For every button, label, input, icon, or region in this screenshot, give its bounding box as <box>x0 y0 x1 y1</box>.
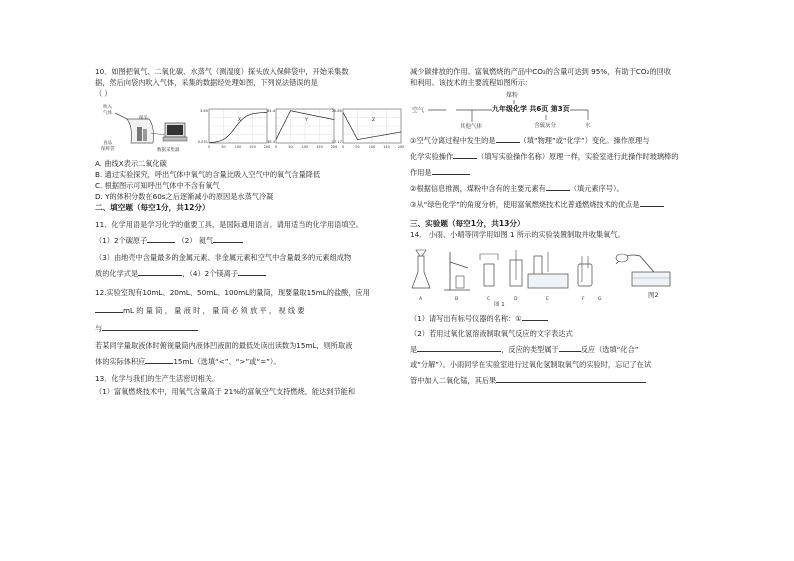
q13-sub1 <box>410 134 702 146</box>
flow-water: 水 <box>585 123 591 129</box>
q12-line1: 12.实验室现有10mL、20mL、50mL、100mL的量筒，现要量取15mL的盐酸，应用 <box>95 288 370 297</box>
q10-stem-line2: 据，然后向袋内吹入气体，采集的数据经处理如图，下列说法错误的是 <box>95 78 318 87</box>
q14-sub2-a: 是 <box>410 345 418 354</box>
curve-name-label: Z <box>372 117 376 123</box>
q10-answer-paren: （ ） <box>95 89 112 98</box>
label-gas: 气体 <box>103 111 112 116</box>
q14-sub2-c: 反应（选填“化合” <box>580 345 639 354</box>
y-min-label: 36.4 <box>266 140 275 144</box>
q14-sub2-line4 <box>410 374 702 386</box>
q13-sub1-line2 <box>410 150 702 162</box>
flow-diagram <box>410 88 702 130</box>
q13-line1: 13．化学与我们的生产生活密切相关。 <box>95 374 220 383</box>
left-column <box>95 66 405 397</box>
apparatus-letter-e: E <box>546 297 549 302</box>
q12-line5-b: 15mL（选填“<”、“>”或“=”）。 <box>173 357 281 366</box>
flow-other-gas: 其他气体 <box>460 124 483 130</box>
q10-option-b: B. 通过实验探究，呼出气体中氧气的含量比吸入空气中的氧气含量降低 <box>95 170 321 179</box>
x-tick-label: 50 <box>221 145 226 149</box>
q13-blank5[interactable] <box>640 198 664 207</box>
sensor-charts <box>197 103 405 155</box>
q12-line3 <box>95 322 395 334</box>
section-2-heading: 二、填空题（每空1分，共12分） <box>95 203 210 212</box>
figure-1-caption: 图 1 <box>494 302 505 308</box>
q11-stem: 11、化学用语是学习化学的重要工具，是国际通用语言。请用适当的化学用语填空。 <box>95 220 363 229</box>
apparatus-letter-d: D <box>514 297 518 302</box>
q13-sub1-line3 <box>410 166 702 178</box>
page-header: 九年级化学 共6页 第3页 <box>492 105 570 113</box>
q13-sub2-b: （填元素序号）。 <box>569 184 624 193</box>
label-blow: 吹入 <box>103 105 112 110</box>
x-tick-label: 100 <box>368 145 376 149</box>
q14-blank4[interactable] <box>496 374 646 383</box>
x-tick-label: 100 <box>234 145 242 149</box>
q11-part2: （2） 氦气 <box>177 236 214 245</box>
q12-blank3[interactable] <box>145 355 173 364</box>
q12-line5 <box>95 355 395 367</box>
sensor-chart-y <box>267 109 337 149</box>
q13-sub1-c: 化学实验操作 <box>410 152 454 161</box>
x-tick-label: 50 <box>288 145 293 149</box>
x-tick-label: 0 <box>207 145 211 149</box>
sensor-chart-z <box>332 109 405 149</box>
curve-name-label: X <box>238 117 242 123</box>
x-tick-label: 0 <box>274 145 278 149</box>
y-max-label: 3.65 <box>199 109 208 113</box>
sensor-chart-x <box>198 109 271 149</box>
q14-sub1 <box>410 312 702 324</box>
q11-blank1[interactable] <box>147 234 175 243</box>
q14-stem: 14． 小雨、小晴等同学用如图 1 所示的实验装置制取并收集氧气。 <box>410 230 625 239</box>
curve-name-label: Y <box>305 117 308 123</box>
q11-blank2[interactable] <box>213 234 243 243</box>
q14-sub2-line3: 或“分解”）。小雨同学在实验室进行过氧化氢制取氧气的实验时，忘记了在试 <box>410 360 652 369</box>
y-min-label: 17.17 <box>331 140 342 144</box>
figure-2-caption: 图2 <box>648 291 659 299</box>
x-tick-label: 200 <box>397 145 405 149</box>
label-bag-line1: 食品 <box>103 141 112 146</box>
x-tick-label: 200 <box>330 145 338 149</box>
q13-blank1[interactable] <box>496 134 520 143</box>
q10-option-c: C. 根据图示可知呼出气体中不含有氧气 <box>95 181 220 190</box>
apparatus-letter-a: A <box>419 297 423 302</box>
q11-part1: （1）2个碳原子 <box>95 236 148 245</box>
q10-option-a: A. 曲线X表示二氧化碳 <box>95 159 167 168</box>
q13-sub3 <box>410 198 702 210</box>
q12-blank1[interactable] <box>95 304 123 313</box>
q12-line2-text: mL 的 量 筒 ， 量 液 时 ， 量 筒 必 须 放 平 ， 视 线 要 <box>123 306 305 315</box>
x-tick-label: 150 <box>383 145 390 149</box>
q13-sub2 <box>410 182 702 194</box>
label-probe: 探头 <box>139 116 148 121</box>
q11-part4: ，（4）2个镁离子 <box>182 269 238 278</box>
q13-sub2-a: ②根据信息推测，煤粉中含有的主要元素有 <box>410 184 546 193</box>
q10-figure <box>95 103 405 155</box>
x-tick-label: 0 <box>341 145 345 149</box>
q14-apparatus-figure <box>410 242 702 308</box>
q13-sub1-d: （填写实验操作名称）原理一样，实验室进行此操作时玻璃棒的 <box>477 152 679 161</box>
q11-line2: （3）由地壳中含量最多的金属元素、非金属元素和空气中含量最多的元素组成物 <box>95 253 352 262</box>
q14-sub1-text: （1）请写出有标号仪器的名称：① <box>410 314 522 323</box>
q12-line4: 若某同学量取液体时俯视量筒内液体凹液面的最低处读出读数为15mL，则所取液 <box>95 341 353 350</box>
right-column <box>410 66 702 386</box>
q13-blank2[interactable] <box>453 150 477 159</box>
x-tick-label: 150 <box>249 145 256 149</box>
x-tick-label: 150 <box>316 145 323 149</box>
q13-sub1-e: 作用是 <box>410 168 432 177</box>
q13-right-line1: 减少碳排放的作用。富氧燃烧的产品中CO₂的含量可达到 95%，有助于CO₂的回收 <box>410 67 672 76</box>
q10-option-d: D. Y的体积分数在60s之后逐渐减小的原因是水蒸气冷凝 <box>95 192 274 201</box>
q14-blank2[interactable] <box>417 343 501 352</box>
q10-stem-line1: 10．如图把氧气、二氧化碳、水蒸气（测湿度）探头放入保鲜袋中，开始采集数 <box>95 67 349 76</box>
y-max-label: 84.4 <box>266 109 275 113</box>
q11-line3 <box>95 267 395 279</box>
q12-line2 <box>95 304 395 316</box>
apparatus-letter-c: C <box>487 297 491 302</box>
label-bag-line2: 保鲜袋 <box>101 147 115 152</box>
q12-line5-a: 体的实际体积应 <box>95 357 146 366</box>
q14-blank1[interactable] <box>522 312 548 321</box>
flow-coal: 煤粉 <box>506 92 519 99</box>
label-collector: 数据采集器 <box>157 148 180 153</box>
q11-blank4[interactable] <box>238 267 266 276</box>
q12-blank2[interactable] <box>102 322 198 331</box>
q14-sub2-d: 管中加入二氧化锰，其后果 <box>410 376 497 385</box>
flow-ash: 含硫灰分 <box>534 123 557 129</box>
apparatus-illustration <box>101 103 197 155</box>
q11-line1 <box>95 234 395 246</box>
q11-blank3[interactable] <box>138 267 182 276</box>
apparatus-letter-f: F <box>582 297 585 302</box>
q14-sub2-b: ，反应的类型属于 <box>501 345 559 354</box>
y-max-label: 20.80 <box>331 109 342 113</box>
x-tick-label: 50 <box>355 145 360 149</box>
q14-sub2: （2）若用过氧化氢溶液制取氧气反应的文字表达式 <box>410 329 573 338</box>
q11-part3: 质的化学式是 <box>95 269 139 278</box>
x-tick-label: 200 <box>263 145 271 149</box>
flow-air: 空气 <box>412 107 425 114</box>
apparatus-letter-g: G <box>598 297 602 302</box>
q13-sub1-a: ①空气分离过程中发生的是 <box>410 136 496 145</box>
x-tick-label: 100 <box>301 145 309 149</box>
q13-sub1-b: （填“物理”或“化学”）变化。操作原理与 <box>519 136 650 145</box>
q12-line3-text: 与 <box>95 324 103 333</box>
q13-blank4[interactable] <box>546 182 570 191</box>
q13-sub3-a: ③从“绿色化学”的角度分析，使用富氧燃烧技术比普通燃烧技术的优点是 <box>410 200 640 209</box>
section-3-heading: 三、实验题（每空1分，共13分） <box>410 219 525 228</box>
q14-blank3[interactable] <box>559 343 581 352</box>
y-min-label: 0.031 <box>197 140 208 144</box>
q13-line2: （1）富氧燃烧技术中，用氧气含量高于 21%的富氧空气支持燃烧，能达到节能和 <box>95 387 356 396</box>
q13-right-line2: 和利用。该技术的主要流程如图所示： <box>410 78 533 87</box>
apparatus-letter-b: B <box>455 297 459 302</box>
q13-blank3[interactable] <box>432 166 470 175</box>
q14-sub2-line2 <box>410 343 702 355</box>
